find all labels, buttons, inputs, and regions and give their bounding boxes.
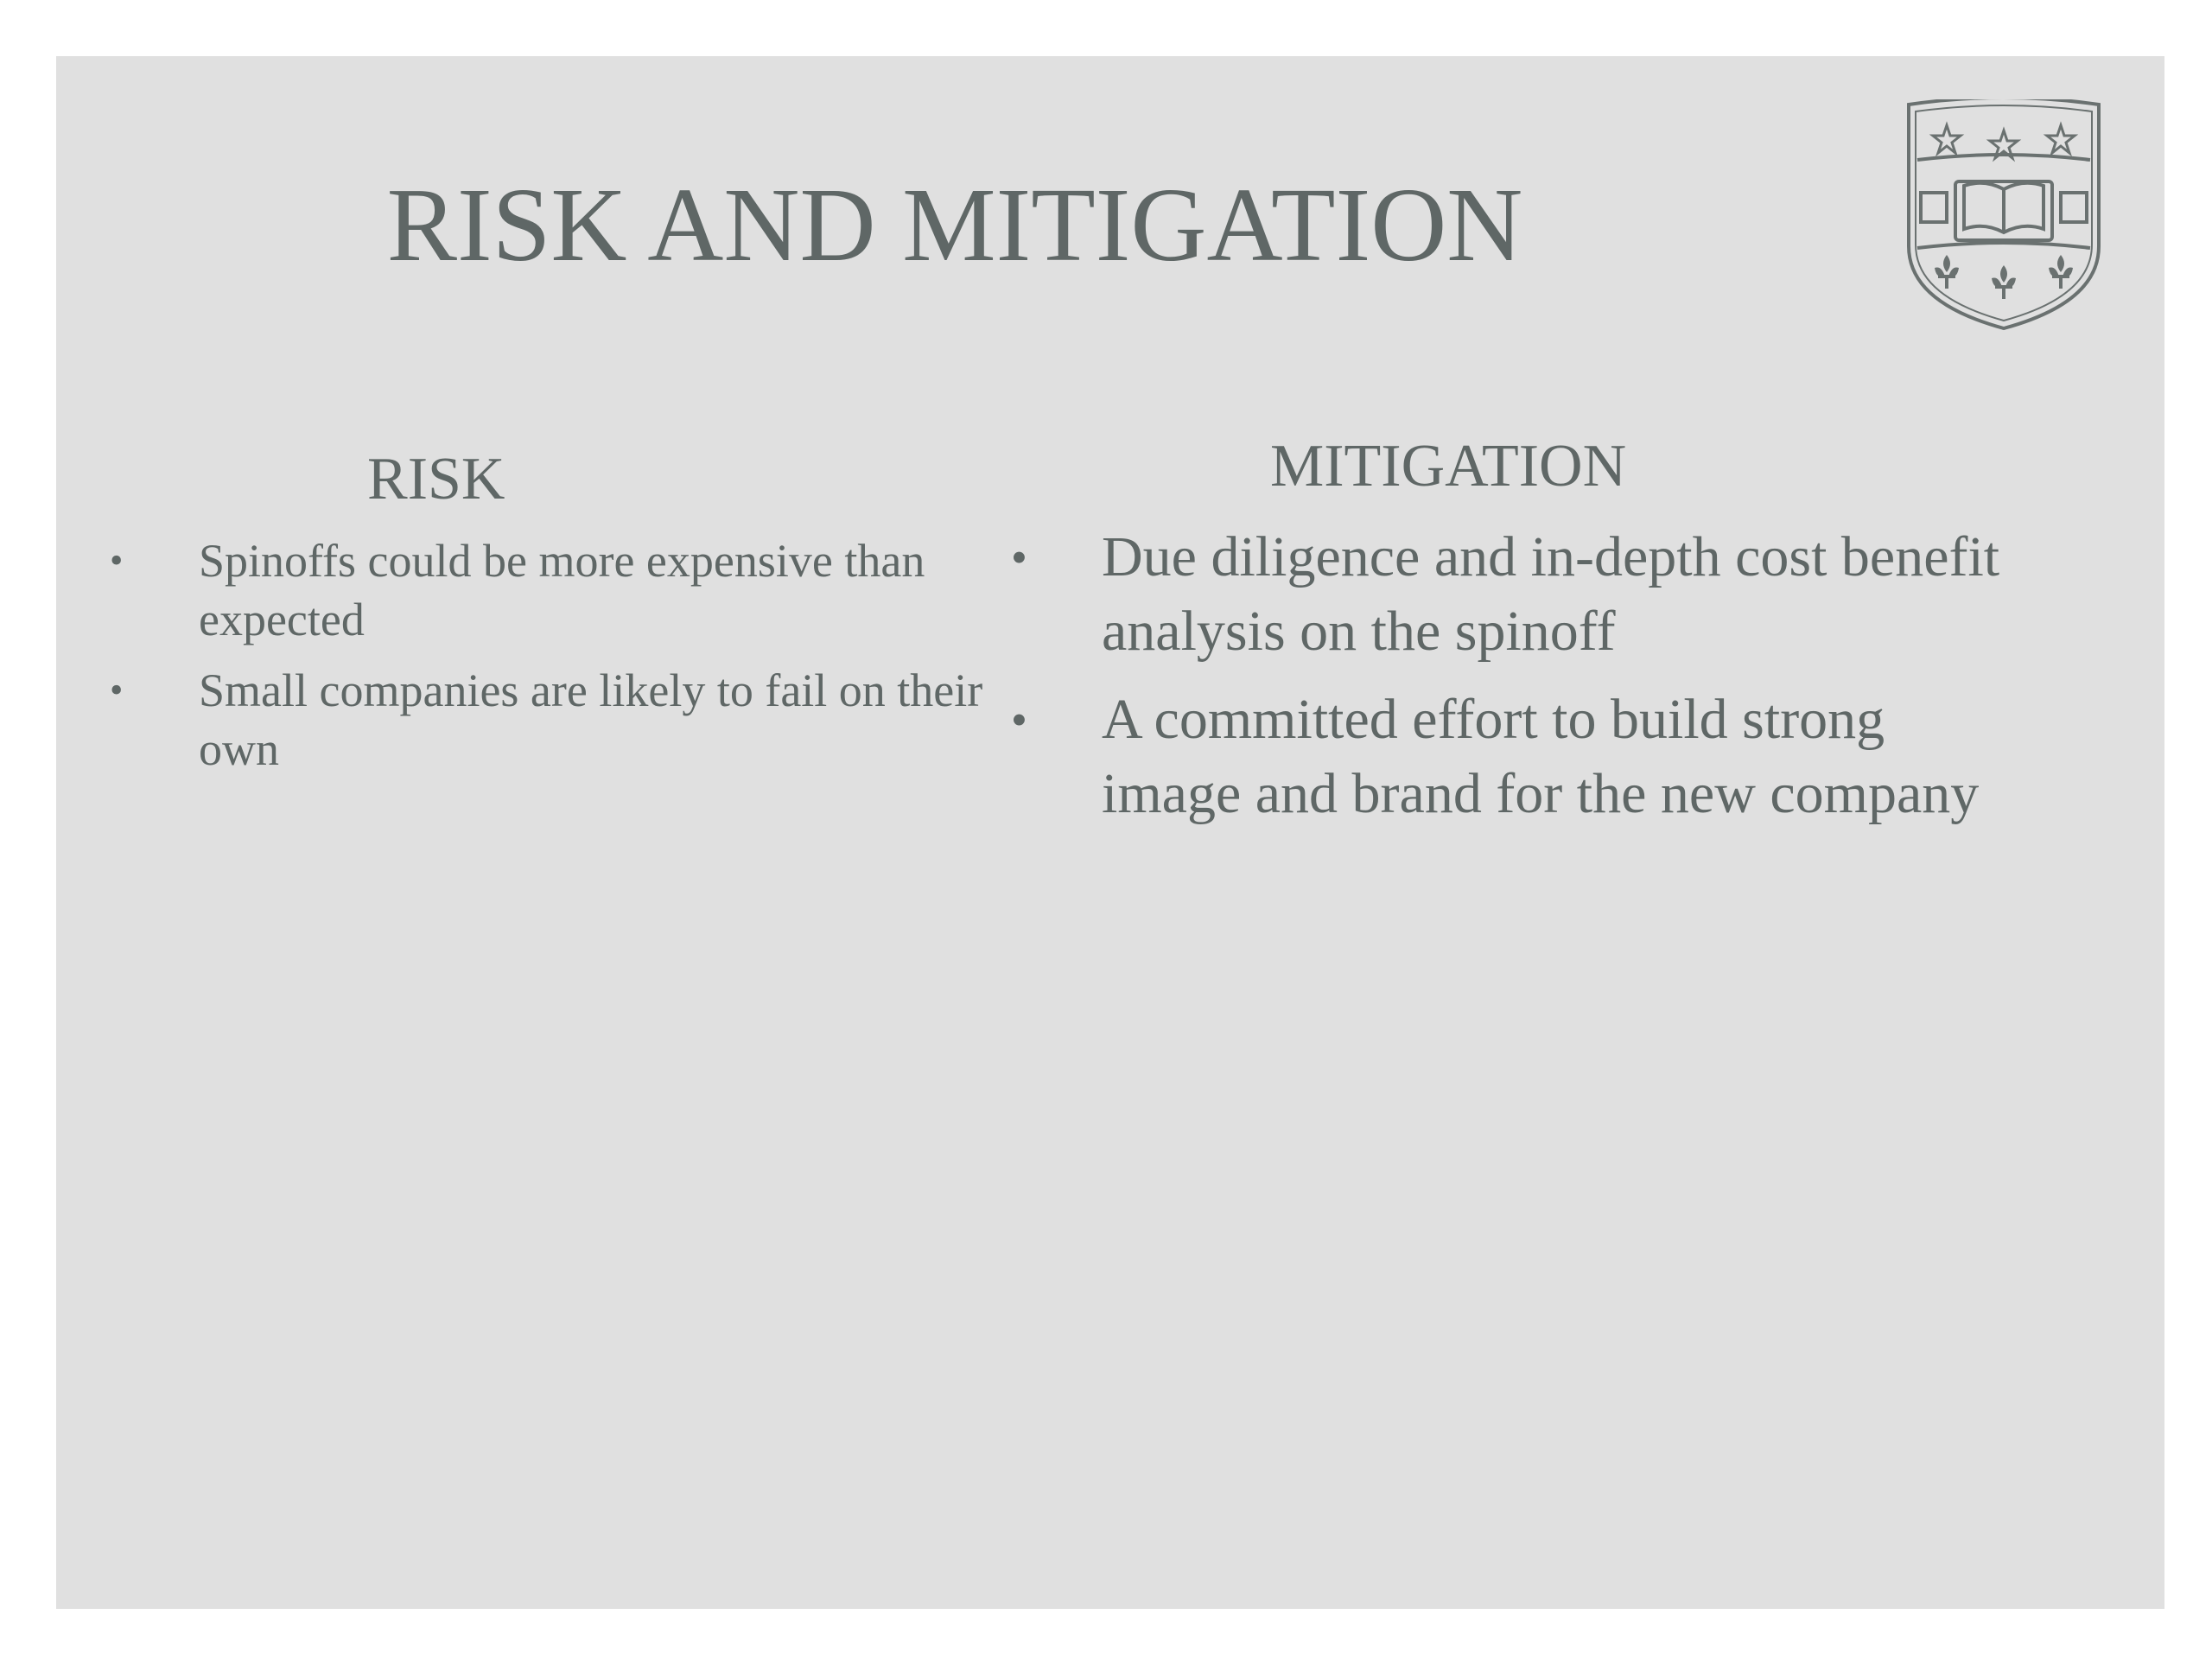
slide [56, 56, 2164, 1609]
list-item [110, 531, 1043, 649]
risk-bullet-text: Small companies are likely to fail on their own [199, 664, 983, 775]
risk-bullet-text: Spinoffs could be more expensive than expected [199, 535, 925, 645]
list-item [1011, 520, 2005, 669]
bullet-icon: • [1011, 694, 1027, 746]
risk-bullet-list [110, 531, 1043, 791]
slide-title: RISK AND MITIGATION [386, 167, 1523, 283]
bullet-icon: • [110, 669, 124, 711]
risk-heading: RISK [367, 446, 505, 512]
mitigation-bullet-list [1011, 520, 2005, 845]
list-item [1011, 683, 2005, 831]
list-item [110, 661, 1043, 779]
mitigation-bullet-text: Due diligence and in-depth cost benefit analysis on the spinoff [1102, 525, 2000, 663]
mitigation-bullet-text: A committed effort to build strong image and brand for the new company [1102, 688, 1980, 825]
university-shield-crest-icon [1904, 99, 2104, 333]
bullet-icon: • [110, 539, 124, 582]
mitigation-heading: MITIGATION [1270, 433, 1627, 499]
bullet-icon: • [1011, 531, 1027, 583]
